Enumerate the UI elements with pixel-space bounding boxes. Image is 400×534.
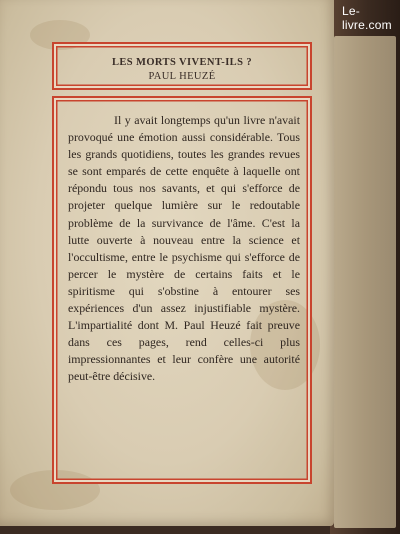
- title-frame: [52, 42, 312, 90]
- adjacent-book: [334, 36, 396, 528]
- book-title: LES MORTS VIVENT-ILS ?: [111, 57, 253, 68]
- book-author: PAUL HEUZÉ: [148, 71, 216, 82]
- watermark-text: Le-livre.com: [342, 4, 392, 32]
- blurb-frame: [52, 96, 312, 484]
- blurb-text: Il y avait longtemps qu'un livre n'avait provoqué une émotion aussi considérable. Tous les grands quotidiens, toutes les grandes revues se sont emparés de cette enquête à laquelle ont répondu tous nos savants, et qui s'efforce de projeter quelque lumière sur le redoutable problème de la survivance de l'âme. C'est la lutte ouverte à nouveau entre la science et l'occultisme, entre le psychisme qui s'efforce de percer le mystère de certains faits et le spiritisme qui s'obstine à entourer ses expériences d'un assez injustifiable mystère. L'impartialité dont M. Paul Heuzé fait preuve dans ces pages, rend celles-ci plus impressionnantes et leur confère une autorité peut-être décisive.: [68, 113, 300, 384]
